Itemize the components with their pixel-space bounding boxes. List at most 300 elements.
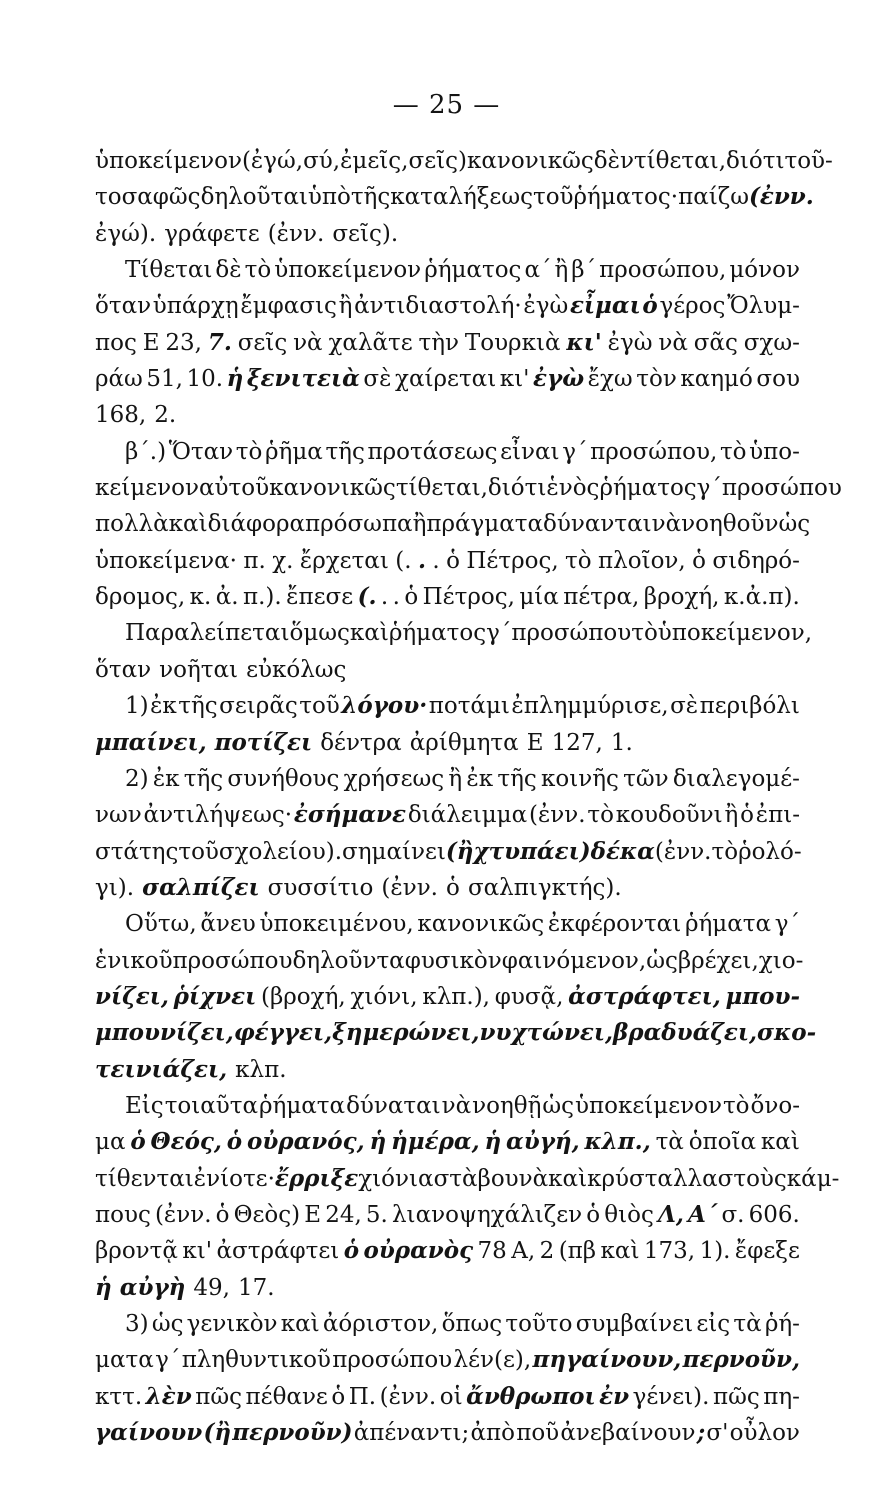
word: ὁ [586,1201,601,1228]
word: διάφορα [207,511,305,538]
emphasized-word: ποτίζει [214,728,313,756]
word: κι' [499,366,530,393]
emphasized-word: ἡ [369,1128,387,1156]
word: βροντᾷ [95,1238,178,1265]
word: εἶναι [500,438,560,465]
word: πέθανε [245,1383,328,1410]
emphasized-word: ῥίχνει [173,982,257,1010]
word: ὁ [446,874,460,901]
emphasized-word: ξημερώνει, [332,1019,480,1047]
emphasized-word: . [417,546,426,574]
text-line [95,216,800,252]
word: ῥήματα [684,911,771,938]
emphasized-word: περνοῦν, [682,1346,800,1374]
word: ἐκ [152,765,180,792]
word: Ε [304,1201,322,1228]
word: ἀρίθμητα [409,729,519,756]
word: δύναται [346,1092,441,1119]
word: Παραλείπεται [125,620,290,647]
emphasized-word: (ἢ [203,1419,232,1447]
word: Ὅταν [168,438,234,465]
word: ἀπὸ [470,1420,515,1447]
word: πλοῖον, [598,547,686,574]
word: σὲ [363,366,392,393]
word: ὑπάρχῃ [152,293,239,320]
word: ῥήματος· [573,184,679,211]
word: 3) [125,1311,149,1337]
word: κανονικῶς [467,148,594,174]
word: γ΄ [696,475,722,502]
word: τὰ [733,1311,762,1337]
emphasized-word: οὐρανὸς [363,1237,474,1265]
word: (ἐνν. [528,802,586,829]
word: σ' [706,1420,729,1447]
word: Ε [526,729,544,756]
word: λέν(ε), [453,1347,532,1374]
word: συμβαίνει [575,1311,694,1337]
word: τὸ [722,1092,750,1119]
word: γ΄ [155,1347,181,1374]
word: ὑποκείμενον [95,148,242,174]
emphasized-word: (ἐνν. [748,183,814,211]
emphasized-word: κι' [566,328,602,356]
word: 2. [154,402,177,429]
word: τοῦτο [505,1311,573,1337]
emphasized-word: Θεός, [150,1128,222,1156]
text-line [95,834,800,870]
emphasized-word: αὐγὴ [119,1273,186,1301]
word: καὶ [600,1238,640,1265]
word: καταλήξεως [390,184,533,211]
text-line [95,1052,800,1088]
word: ἄνευ [200,911,256,938]
word: τὸ [587,802,614,829]
word: ἑνὸς [546,475,600,502]
word: 51, [146,366,183,393]
word: κοινῆς [541,765,619,792]
emphasized-word: λὲν [145,1382,192,1410]
emphasized-word: χτυπάει) [473,837,591,865]
word: σημαίνει [342,838,446,865]
word: τῆς [183,765,224,792]
word: καὶ [349,620,389,647]
word: ἐκ [150,693,177,720]
word: σᾶς [693,329,738,356]
word: 127, [551,729,603,756]
word: πος [95,329,137,356]
word: τὴν [418,329,460,356]
text-line [95,1379,800,1415]
word: νοηθοῦν [681,511,779,538]
word: τοῦ [299,693,340,720]
word: σαφῶς [121,184,201,211]
word: 49, [193,1274,230,1301]
word: ῥῆμα [265,438,323,465]
word: τίθεται, [633,148,727,174]
word: διαλεγομέ- [672,765,800,792]
word: σεῖς). [332,220,399,247]
word: κττ. [95,1383,143,1410]
word: βουνὰ [477,1165,549,1192]
word: γ΄ [562,438,588,465]
emphasized-word: ὁ [226,1128,243,1156]
word: χαλᾶτε [328,329,413,356]
word: καὶ [548,1165,588,1192]
word: . [392,584,400,611]
emphasized-word: (ἢ [445,837,474,865]
emphasized-word: 7. [207,328,232,356]
word: π.). [243,584,282,611]
emphasized-word: εἶμαι [569,292,641,320]
word: ράω [95,366,143,393]
word: Οὕτω, [125,911,197,938]
word: ὡς [778,511,811,538]
word: σειρᾶς [219,693,298,720]
word: ἀντιδιαστολή· [354,293,522,320]
emphasized-word: Λ, [658,1200,684,1228]
word: ὄνο- [750,1092,800,1119]
word: σεῖς [237,329,288,356]
word: τὸ [631,620,658,647]
word: 1. [610,729,633,756]
word: (. [395,547,412,574]
word: 2 [539,1238,555,1265]
word: δὲν [593,148,634,174]
word: παίζω [678,184,749,211]
emphasized-word: βραδυάζει, [613,1019,758,1047]
word: ὑποκειμένου, [259,911,414,938]
word: εἰς [696,1311,731,1337]
word: ὅταν [95,293,152,320]
word: βρέχει, [677,947,759,974]
word: ὁ [404,584,419,611]
emphasized-word: σκο- [757,1019,817,1047]
word: διάλειμμα [407,802,528,829]
text-line [95,252,800,288]
word: ἐνίοτε· [193,1165,275,1192]
word: 173, [643,1238,696,1265]
text-line [95,943,804,979]
emphasized-word: ὁ [642,292,658,320]
word: πη- [763,1383,800,1410]
word: (ἐνν. [379,1383,437,1410]
word: στάτης [95,838,179,865]
emphasized-word: οὐρανός, [246,1128,365,1156]
word: ῥολό- [738,838,802,865]
word: κανονικῶς [417,911,545,938]
word: καὶ [168,511,208,538]
word: ῥή- [764,1311,800,1337]
word: ἐμεῖς, [340,148,409,174]
word: σαλπιγκτής). [467,874,622,901]
word: νοηθῇ [472,1092,542,1119]
word: κανονικῶς [269,475,396,502]
word: κι' [182,1238,213,1265]
word: πῶς [713,1383,760,1410]
word: ἐκ [466,765,494,792]
text-line [95,470,842,506]
emphasized-word: μπου- [725,982,800,1010]
word: ἐπλημμύρισε, [511,693,669,720]
emphasized-word: (. [357,583,377,611]
word: ὡς [151,1311,184,1337]
word: πληθυντικοῦ [181,1347,331,1374]
word: Τίθεται [125,257,213,284]
word: φαινόμενον, [501,947,647,974]
word: ῥήματος [599,475,697,502]
word: αὐτοῦ [198,475,270,502]
text-line [95,1197,800,1233]
word: τῆς [325,438,365,465]
text-line [95,1088,800,1124]
word: ἀντιλήψεως· [143,802,293,829]
word: ὑποκείμενον, [657,620,813,647]
word: φυσᾷ, [494,983,564,1010]
emphasized-word: ; [696,1419,706,1447]
text-line [95,1415,800,1451]
word: (ἐνν. [267,220,325,247]
word: δέντρα [320,729,402,756]
text-line [95,179,814,215]
word: φυσικὸν [404,947,502,974]
word: κ.ἀ.π). [723,584,800,611]
word: ῥήματος [424,257,522,284]
word: σχολείου). [218,838,343,865]
word: (πβ [558,1238,597,1265]
word: κλπ. [235,1056,287,1083]
word: ἀνεβαίνουν [560,1420,696,1447]
word: 5. [365,1201,388,1228]
text-line [95,579,800,615]
text-line [95,652,800,688]
word: προσώπου, [590,438,718,465]
word: ῥήματος [388,620,487,647]
text-line [95,325,800,361]
word: κείμενον [95,475,199,502]
word: (ἐνν. [381,874,438,901]
text-line [95,979,800,1015]
word: το [95,184,122,211]
word: σ. [721,1201,745,1228]
word: νὰ [441,1092,472,1119]
word: σύ, [303,148,341,174]
word: ὁ [331,1383,346,1410]
word: γένει). [632,1383,710,1410]
word: καὶ [760,1129,800,1156]
word: προσώπου [721,475,842,502]
word: Π. [348,1383,377,1410]
word: μόνον [729,257,800,284]
emphasized-word: ὁ [343,1237,360,1265]
text-line [95,797,800,833]
word: ὑποκείμενα· [95,547,237,574]
word: 10. [186,366,224,393]
emphasized-word: νυχτώνει, [479,1019,614,1047]
word: ὁ [446,547,460,574]
word: Ε [142,329,160,356]
text-line [95,1161,840,1197]
word: . [432,547,440,574]
word: προσώπου [172,947,293,974]
word: χιο- [758,947,804,974]
word: πολλὰ [95,511,169,538]
emphasized-word: τεινιάζει, [95,1055,228,1083]
emphasized-word: ἐν [599,1382,630,1410]
word: ἐγὼ [607,329,653,356]
word: συνήθους [227,765,340,792]
word: γενικὸν [186,1311,278,1337]
word: κλπ.), [422,983,490,1010]
word: χ. [272,547,294,574]
word: ἔχω [587,366,633,393]
emphasized-word: λόγου· [341,692,428,720]
word: 2) [125,765,149,792]
word: τὸν [636,366,677,393]
word: γράφετε [164,220,260,247]
word: δηλοῦται [200,184,308,211]
word: καὶ [280,1311,320,1337]
word: στοὺς [717,1165,787,1192]
emphasized-word: κλπ., [584,1128,651,1156]
word: ὁ [215,1201,230,1228]
word: τὸ [235,438,263,465]
word: σου [756,366,800,393]
word: πους [95,1201,151,1228]
page-number: — 25 — [392,90,501,120]
word: χαίρεται [395,366,497,393]
emphasized-word: πηγαίνουν, [532,1346,682,1374]
word: οἱ [439,1383,463,1410]
word: ἐκφέρονται [547,911,682,938]
word: ἐπι- [755,802,800,829]
word: Εἰς [125,1092,164,1119]
word: ὁ [692,547,706,574]
emphasized-word: αὐγή, [506,1128,580,1156]
word: (ἐγώ, [241,148,304,174]
word: τῆς [178,693,218,720]
word: σχω- [743,329,800,356]
word: δὲ [215,257,242,284]
word: ἀόριστον, [322,1311,439,1337]
word: διότι [726,148,785,174]
emphasized-word: μπαίνει, [95,728,207,756]
word: Θεὸς) [233,1201,301,1228]
word: χιόνι, [350,983,418,1010]
text-line [95,397,800,433]
word: ὑποκείμενον [274,257,422,284]
word: ἐγὼ [523,293,569,320]
word: ἔπεσε [286,584,354,611]
word: κάμ- [786,1165,840,1192]
word: μα [95,1129,126,1156]
word: ἢ [724,802,739,829]
word: κουδοῦνι [615,802,723,829]
text-line [95,361,800,397]
word: προσώπου, [599,257,727,284]
text-line [95,543,800,579]
text-line [95,143,833,179]
word: ὁ [740,802,754,829]
word: κ. [189,584,212,611]
text-line [95,906,800,942]
word: προσώπου [332,1347,453,1374]
word: πέτρα, [563,584,640,611]
text-line [95,870,800,906]
emphasized-word: ἐγὼ [533,365,585,393]
text-line [95,288,800,324]
text-line [95,506,811,542]
word: δηλοῦντα [292,947,405,974]
word: τῶν [623,765,669,792]
emphasized-word: ἡ [484,1128,502,1156]
word: περιβόλι [699,693,800,720]
word: πρόσωπα [305,511,413,538]
word: Πέτρος, [422,584,515,611]
text-line [95,1233,800,1269]
word: ὡς [542,1092,575,1119]
word: λιανοψηχάλιζεν [391,1201,583,1228]
word: 78 [477,1238,507,1265]
word: χιόνια [358,1165,434,1192]
emphasized-word: ἡ [226,365,244,393]
word: Τουρκιὰ [464,329,561,356]
word: β΄.) [125,438,167,465]
word: (ἐνν. [654,838,712,865]
word: νὰ [651,511,682,538]
word: 24, [325,1201,362,1228]
word: τοιαῦτα [164,1092,259,1119]
word: ὅταν [95,656,152,683]
word: διότι [487,475,547,502]
word: ἢ [554,257,569,284]
word: ἑνικοῦ [95,947,173,974]
word: πράγματα [426,511,544,538]
word: ὅπως [441,1311,503,1337]
word: τοῦ [178,838,219,865]
word: τοῦ [532,184,574,211]
word: 23, [165,329,202,356]
word: τὸ [565,547,592,574]
word: τοῦ- [784,148,833,174]
word: προτάσεως [367,438,498,465]
word: τὰ [655,1129,684,1156]
word: γι). [95,874,135,901]
emphasized-word: ἀστράφτει, [568,982,721,1010]
word: τῆς [497,765,537,792]
word: τῆς [350,184,391,211]
word: εὐκόλως [246,656,347,683]
word: . [380,584,389,611]
word: χρήσεως [343,765,445,792]
emphasized-word: σαλπίζει [142,873,260,901]
word: δρομος, [95,584,186,611]
word: πῶς [195,1383,243,1410]
word: ἔμφασις [240,293,337,320]
word: γ΄ [486,620,512,647]
emphasized-word: δέκα [590,837,655,865]
word: ῥήματα [259,1092,346,1119]
word: στὰ [433,1165,478,1192]
word: θιὸς [604,1201,654,1228]
emphasized-word: νίζει, [95,982,169,1010]
emphasized-word: ἡ [95,1273,112,1301]
word: καημό [680,366,753,393]
word: προσώπου [511,620,632,647]
emphasized-word: ἡμέρα, [391,1128,480,1156]
text-line [95,725,800,761]
word: τίθεται, [395,475,488,502]
text-line [95,1015,817,1051]
